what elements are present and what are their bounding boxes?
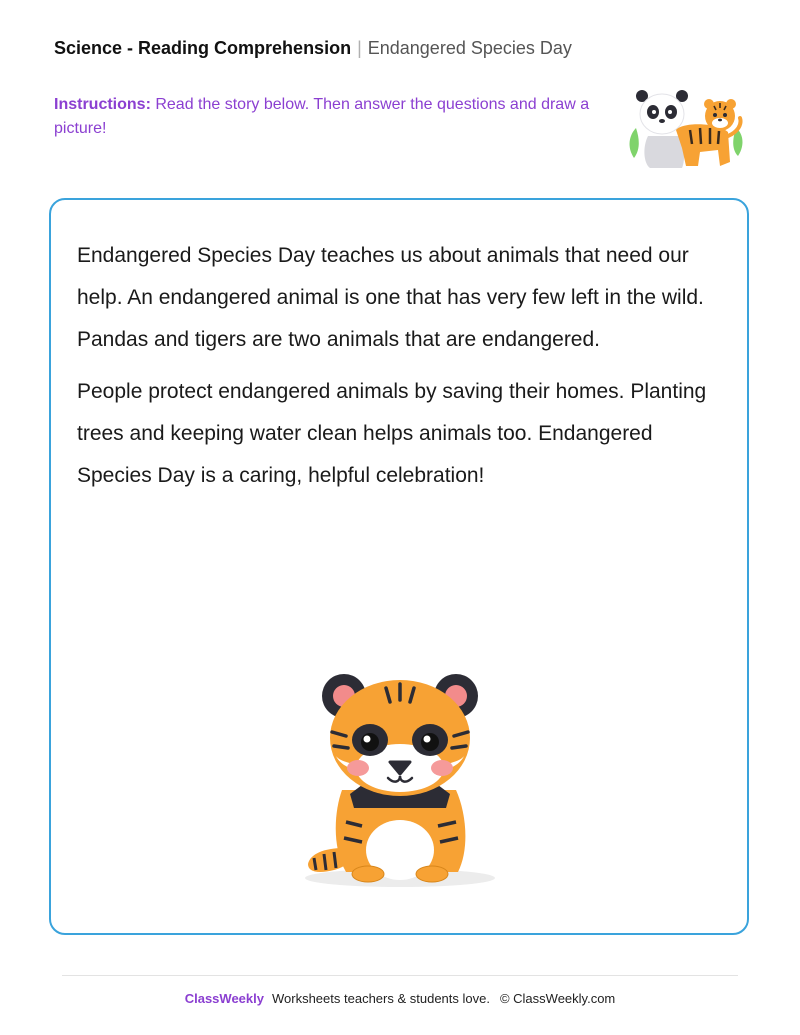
leaf-icon [630, 128, 639, 158]
panda-and-tiger-illustration [620, 86, 752, 176]
instructions [54, 93, 602, 141]
instructions-label: Instructions: [54, 96, 151, 113]
tiger-eye [361, 733, 379, 751]
header-separator: | [357, 38, 362, 58]
footer-divider [62, 975, 738, 976]
subject-title: Science - Reading Comprehension [54, 38, 352, 58]
tiger-cub-illustration [298, 672, 502, 922]
panda-body [644, 136, 684, 168]
story-text [77, 235, 717, 507]
footer-tagline: Worksheets teachers & students love. [271, 991, 490, 1006]
worksheet-header [54, 36, 572, 60]
topic-title: Endangered Species Day [367, 38, 572, 58]
story-paragraph: Endangered Species Day teaches us about animals that need our help. An endangered animal is one that has very few left in the wild. Pandas and tigers are two animals that are endangered. [77, 244, 704, 351]
panda-head [640, 94, 684, 134]
footer-brand: ClassWeekly [184, 991, 264, 1006]
instructions-text: Read the story below. Then answer the questions and draw a picture! [54, 96, 590, 137]
footer [0, 990, 800, 1008]
footer-copyright: © ClassWeekly.com [499, 991, 616, 1006]
story-paragraph: People protect endangered animals by saving their homes. Planting trees and keeping water clean helps animals too. Endangered Species Day is a caring, helpful celebration! [77, 380, 707, 487]
tiger-eye [421, 733, 439, 751]
